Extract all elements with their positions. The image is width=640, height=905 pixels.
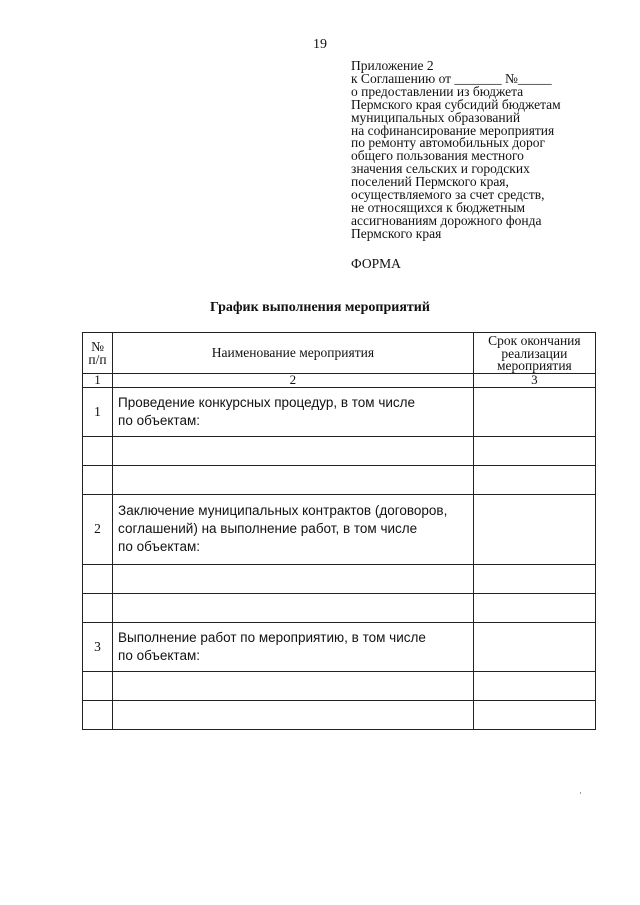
- document-title: График выполнения мероприятий: [210, 300, 430, 315]
- header-num-symbol: №: [91, 338, 104, 354]
- section-name-line: соглашений) на выполнение работ, в том числе: [118, 521, 418, 536]
- appendix-line: осуществляемого за счет средств,: [351, 187, 545, 203]
- blank-cell[interactable]: [473, 436, 595, 465]
- appendix-line: Приложение 2: [351, 58, 434, 73]
- appendix-line: значения сельских и городских: [351, 161, 530, 177]
- blank-cell[interactable]: [83, 436, 113, 465]
- header-term-line: Срок окончания: [488, 333, 581, 348]
- blank-cell[interactable]: [113, 700, 474, 729]
- blank-cell[interactable]: [113, 465, 474, 494]
- table-row-blank: [83, 593, 596, 622]
- header-num-abbr: п/п: [88, 351, 107, 367]
- scan-speck: [580, 792, 581, 794]
- appendix-line: муниципальных образований: [351, 109, 521, 125]
- section-name: [113, 387, 474, 436]
- appendix-line: общего пользования местного: [351, 148, 524, 164]
- header-num: [83, 333, 113, 374]
- blank-cell[interactable]: [113, 671, 474, 700]
- blank-cell[interactable]: [83, 671, 113, 700]
- column-index-row: [83, 373, 596, 387]
- section-name: [113, 494, 474, 564]
- column-index: 2: [113, 373, 474, 387]
- table-row-section-2: [83, 494, 596, 564]
- table-row-blank: [83, 671, 596, 700]
- blank-cell[interactable]: [113, 436, 474, 465]
- table-row-blank: [83, 564, 596, 593]
- blank-cell[interactable]: [473, 564, 595, 593]
- table-row-section-1: [83, 387, 596, 436]
- section-name-line: Проведение конкурсных процедур, в том числе: [118, 394, 416, 410]
- section-term-cell[interactable]: [473, 494, 595, 564]
- section-name-line: по объектам:: [118, 539, 200, 554]
- header-term: [473, 333, 595, 374]
- section-name-line: Выполнение работ по мероприятию, в том числе: [118, 629, 426, 645]
- blank-cell[interactable]: [83, 564, 113, 593]
- appendix-line: о предоставлении из бюджета: [351, 83, 524, 99]
- section-name: [113, 622, 474, 671]
- appendix-line: по ремонту автомобильных дорог: [351, 135, 546, 151]
- blank-cell[interactable]: [113, 593, 474, 622]
- appendix-line: ассигнованиям дорожного фонда: [351, 212, 542, 228]
- blank-cell[interactable]: [473, 593, 595, 622]
- header-name: Наименование мероприятия: [113, 333, 474, 374]
- blank-cell[interactable]: [113, 564, 474, 593]
- section-number: 3: [83, 622, 113, 671]
- section-name-line: по объектам:: [118, 647, 200, 663]
- table-row-blank: [83, 465, 596, 494]
- section-name-line: по объектам:: [118, 412, 200, 428]
- schedule-table: [82, 332, 596, 730]
- appendix-line: не относящихся к бюджетным: [351, 199, 526, 215]
- header-term-line: мероприятия: [496, 358, 572, 373]
- appendix-line: к Соглашению от _______ №_____: [351, 70, 552, 86]
- header-term-line: реализации: [501, 345, 568, 361]
- page-number: 19: [313, 37, 327, 52]
- table-row-blank: [83, 436, 596, 465]
- blank-cell[interactable]: [83, 700, 113, 729]
- blank-cell[interactable]: [473, 700, 595, 729]
- table-header-row: [83, 333, 596, 374]
- appendix-line: Пермского края: [351, 225, 442, 241]
- appendix-line: Пермского края субсидий бюджетам: [351, 96, 561, 112]
- table-row-blank: [83, 700, 596, 729]
- table-row-section-3: [83, 622, 596, 671]
- section-name-line: Заключение муниципальных контрактов (договоров,: [118, 503, 448, 518]
- blank-cell[interactable]: [473, 671, 595, 700]
- form-label: ФОРМА: [351, 256, 401, 271]
- column-index: 3: [473, 373, 595, 387]
- blank-cell[interactable]: [473, 465, 595, 494]
- section-number: 1: [83, 387, 113, 436]
- appendix-line: на софинансирование мероприятия: [351, 122, 555, 138]
- column-index: 1: [83, 373, 113, 387]
- section-term-cell[interactable]: [473, 622, 595, 671]
- section-number: 2: [83, 494, 113, 564]
- appendix-header: [351, 60, 631, 241]
- blank-cell[interactable]: [83, 593, 113, 622]
- section-term-cell[interactable]: [473, 387, 595, 436]
- blank-cell[interactable]: [83, 465, 113, 494]
- appendix-line: поселений Пермского края,: [351, 174, 509, 190]
